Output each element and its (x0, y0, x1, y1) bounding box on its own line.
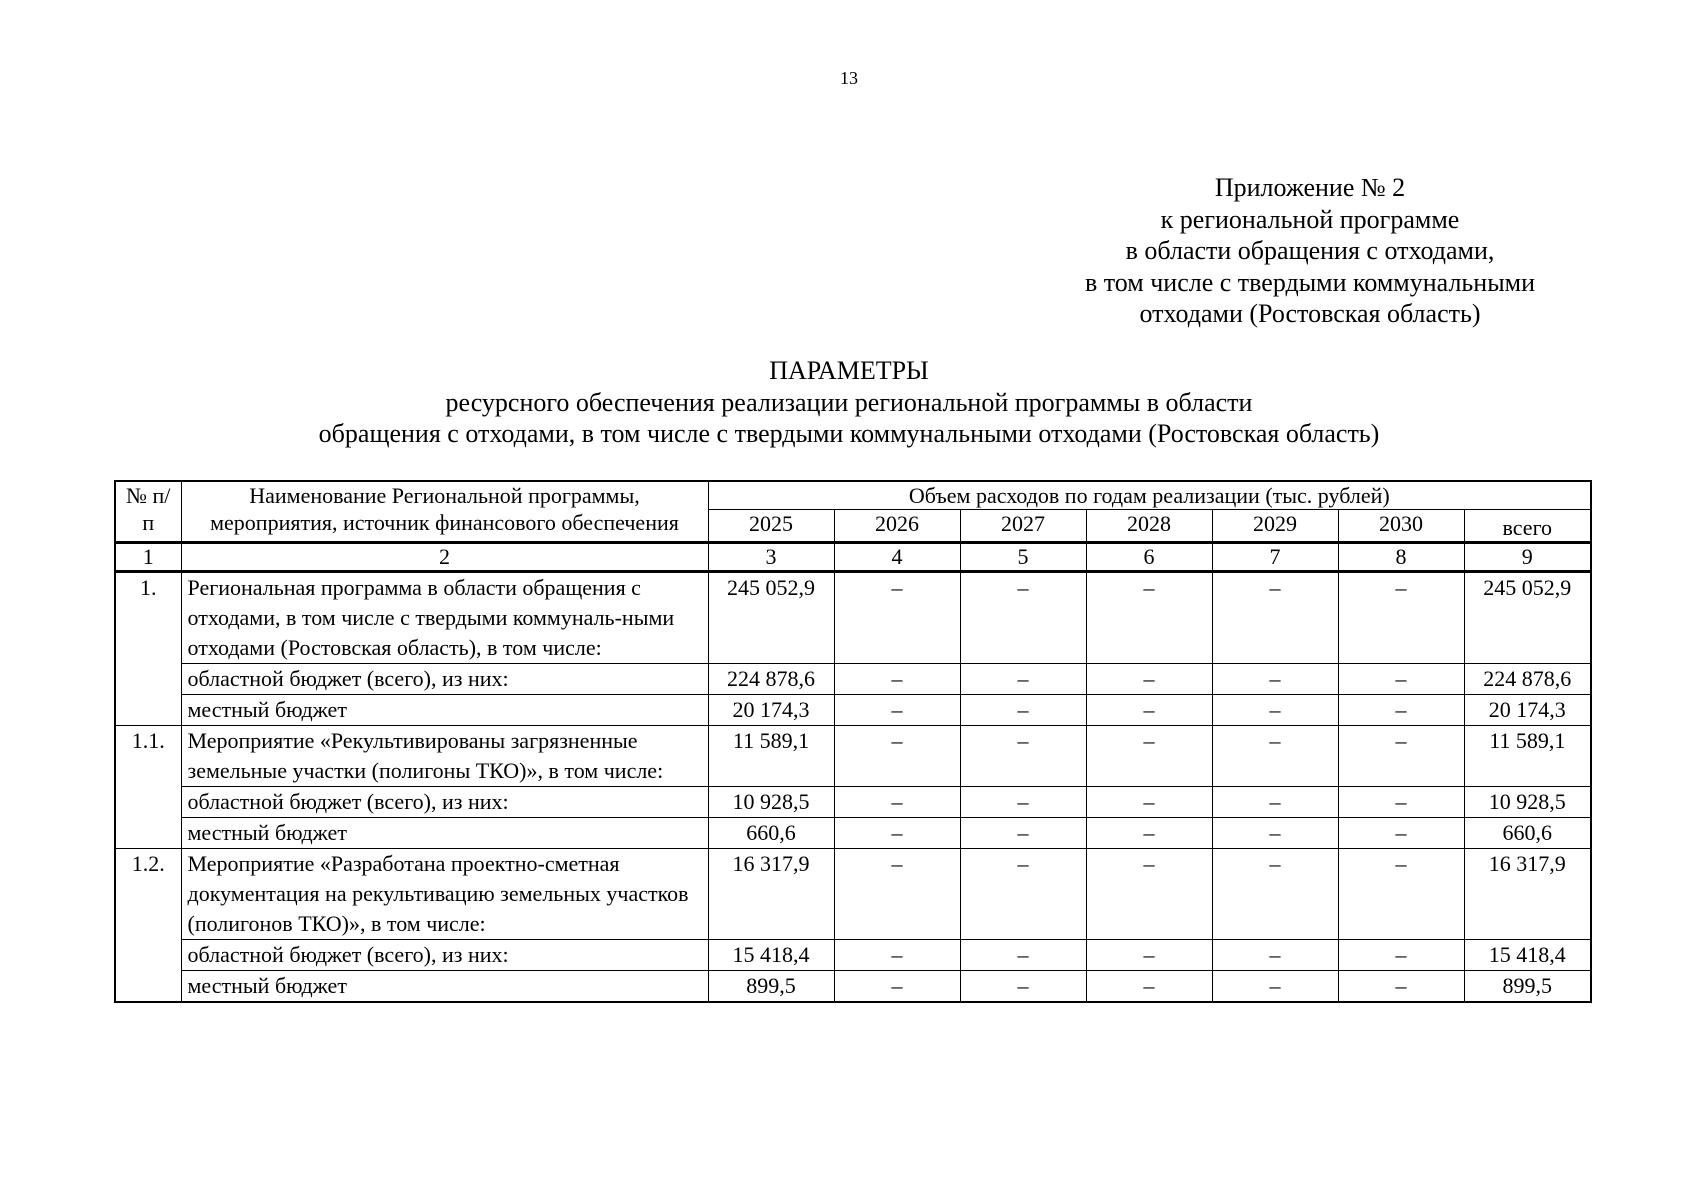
cell-value: – (1086, 787, 1212, 818)
table-row (115, 695, 1591, 726)
cell-total: 660,6 (1464, 818, 1591, 849)
column-number: 5 (960, 543, 1086, 572)
cell-value: – (834, 787, 960, 818)
header-year: 2026 (834, 510, 960, 543)
header-year: 2025 (708, 510, 834, 543)
row-item-name: Мероприятие «Рекультивированы загрязненные земельные участки (полигоны ТКО)», в том числе: (181, 726, 708, 787)
header-year: 2028 (1086, 510, 1212, 543)
cell-value: – (960, 572, 1086, 664)
cell-value: – (1212, 818, 1338, 849)
appendix-line: в том числе с твердыми коммунальными (1084, 267, 1536, 297)
cell-value: – (1086, 940, 1212, 971)
table-row (115, 664, 1591, 695)
cell-value: – (1338, 849, 1464, 940)
column-numbers-row (115, 543, 1591, 572)
cell-value: 10 928,5 (708, 787, 834, 818)
cell-value: – (1212, 849, 1338, 940)
table-row (115, 572, 1591, 664)
cell-value: – (834, 572, 960, 664)
cell-value: – (834, 849, 960, 940)
cell-value: – (960, 971, 1086, 1003)
column-number: 2 (181, 543, 708, 572)
cell-value: – (834, 695, 960, 726)
cell-value: – (834, 664, 960, 695)
table-row (115, 849, 1591, 940)
cell-value: – (1086, 971, 1212, 1003)
row-funding-source: областной бюджет (всего), из них: (181, 664, 708, 695)
cell-value: – (960, 849, 1086, 940)
header-year: 2027 (960, 510, 1086, 543)
cell-value: – (960, 818, 1086, 849)
cell-value: – (1086, 695, 1212, 726)
cell-value: – (1212, 695, 1338, 726)
row-number: 1. (115, 572, 181, 726)
cell-value: 20 174,3 (708, 695, 834, 726)
table-row (115, 940, 1591, 971)
cell-value: – (1338, 572, 1464, 664)
cell-value: – (834, 940, 960, 971)
cell-value: – (834, 971, 960, 1003)
cell-value: – (1338, 818, 1464, 849)
title-line: обращения с отходами, в том числе с твердыми коммунальными отходами (Ростовская область) (318, 419, 1380, 448)
appendix-heading (1050, 172, 1570, 330)
header-year: 2029 (1212, 510, 1338, 543)
cell-total: 899,5 (1464, 971, 1591, 1003)
cell-value: – (960, 787, 1086, 818)
column-number: 9 (1464, 543, 1591, 572)
cell-value: 245 052,9 (708, 572, 834, 664)
cell-total: 245 052,9 (1464, 572, 1591, 664)
header-expenses-group: Объем расходов по годам реализации (тыс. рублей) (708, 481, 1591, 510)
row-funding-source: местный бюджет (181, 695, 708, 726)
cell-value: – (1212, 664, 1338, 695)
header-number: № п/п (115, 481, 181, 543)
cell-value: – (1212, 726, 1338, 787)
cell-value: – (834, 818, 960, 849)
cell-total: 224 878,6 (1464, 664, 1591, 695)
column-number: 3 (708, 543, 834, 572)
table-row (115, 726, 1591, 787)
row-number: 1.2. (115, 849, 181, 1003)
column-number: 7 (1212, 543, 1338, 572)
cell-value: 660,6 (708, 818, 834, 849)
title-main: ПАРАМЕТРЫ (769, 356, 929, 385)
row-funding-source: местный бюджет (181, 971, 708, 1003)
header-year: 2030 (1338, 510, 1464, 543)
row-funding-source: местный бюджет (181, 818, 708, 849)
cell-value: – (1086, 726, 1212, 787)
cell-value: – (1338, 664, 1464, 695)
cell-value: – (1212, 971, 1338, 1003)
cell-value: – (960, 940, 1086, 971)
appendix-line: отходами (Ростовская область) (1139, 299, 1481, 328)
column-number: 8 (1338, 543, 1464, 572)
column-number: 4 (834, 543, 960, 572)
cell-value: 899,5 (708, 971, 834, 1003)
cell-value: – (1212, 572, 1338, 664)
cell-value: – (1086, 818, 1212, 849)
column-number: 1 (115, 543, 181, 572)
cell-value: – (1338, 787, 1464, 818)
appendix-line: Приложение № 2 (1214, 173, 1406, 202)
document-title (0, 355, 1698, 450)
cell-value: – (1086, 664, 1212, 695)
cell-value: – (1212, 787, 1338, 818)
cell-total: 10 928,5 (1464, 787, 1591, 818)
header-name: Наименование Региональной программы, мероприятия, источник финансового обеспечения (181, 481, 708, 543)
row-funding-source: областной бюджет (всего), из них: (181, 940, 708, 971)
cell-value: – (1086, 849, 1212, 940)
table-row (115, 787, 1591, 818)
header-total: всего (1464, 510, 1591, 543)
row-item-name: Региональная программа в области обращения с отходами, в том числе с твердыми коммуналь-ными отходами (Ростовская область), в том числе: (181, 572, 708, 664)
cell-value: 11 589,1 (708, 726, 834, 787)
table-row (115, 971, 1591, 1003)
row-funding-source: областной бюджет (всего), из них: (181, 787, 708, 818)
row-item-name: Мероприятие «Разработана проектно-сметная документация на рекультивацию земельных участков (полигонов ТКО)», в том числе: (181, 849, 708, 940)
cell-value: – (1086, 572, 1212, 664)
cell-value: 224 878,6 (708, 664, 834, 695)
cell-value: – (1338, 971, 1464, 1003)
row-number: 1.1. (115, 726, 181, 849)
cell-value: – (1338, 695, 1464, 726)
cell-value: 16 317,9 (708, 849, 834, 940)
cell-value: – (1338, 726, 1464, 787)
cell-value: – (1338, 940, 1464, 971)
cell-total: 15 418,4 (1464, 940, 1591, 971)
cell-total: 11 589,1 (1464, 726, 1591, 787)
column-number: 6 (1086, 543, 1212, 572)
table-row (115, 818, 1591, 849)
cell-value: – (960, 664, 1086, 695)
title-line: ресурсного обеспечения реализации региональной программы в области (445, 387, 1253, 417)
cell-total: 20 174,3 (1464, 695, 1591, 726)
resource-parameters-table (114, 480, 1592, 1003)
cell-value: – (960, 695, 1086, 726)
cell-value: – (1212, 940, 1338, 971)
cell-value: 15 418,4 (708, 940, 834, 971)
cell-value: – (960, 726, 1086, 787)
appendix-line: в области обращения с отходами, (1125, 236, 1495, 265)
cell-total: 16 317,9 (1464, 849, 1591, 940)
page-number: 13 (840, 68, 858, 88)
cell-value: – (834, 726, 960, 787)
appendix-line: к региональной программе (1160, 204, 1460, 234)
